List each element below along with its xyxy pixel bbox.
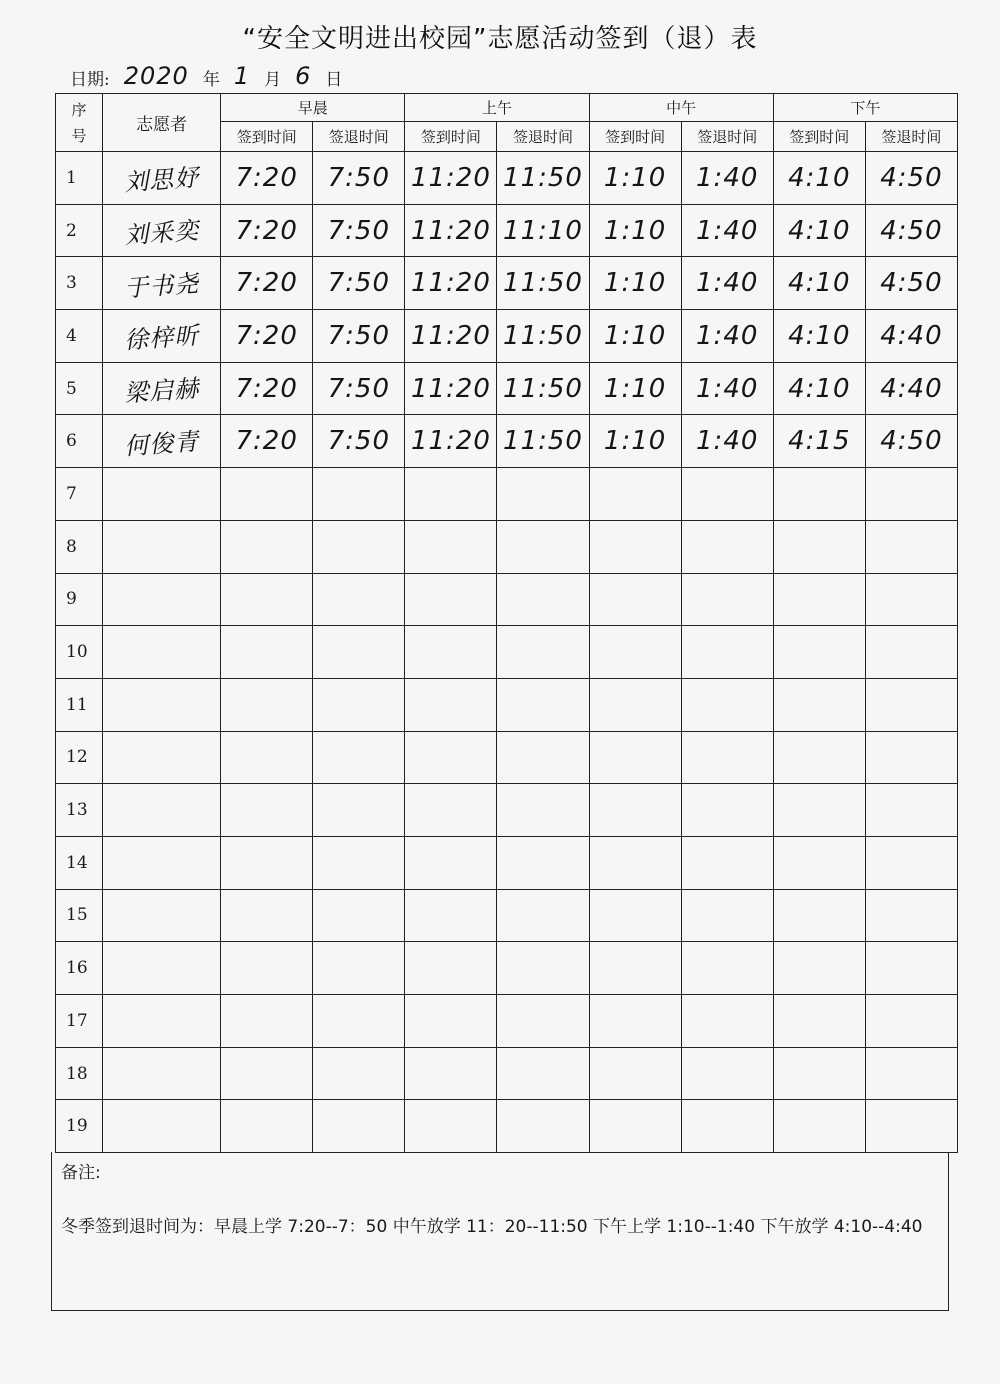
sign-out-time-cell <box>497 942 589 995</box>
table-row <box>56 362 958 415</box>
table-row <box>56 310 958 363</box>
volunteer-name-cell <box>103 152 221 205</box>
sign-out-time-cell <box>497 995 589 1048</box>
sign-in-time-cell <box>589 468 681 521</box>
sign-in-time-cell <box>221 310 313 363</box>
sign-in-time-cell <box>221 889 313 942</box>
sign-out-time-cell <box>313 731 405 784</box>
volunteer-name-cell <box>103 889 221 942</box>
volunteer-name-cell <box>103 468 221 521</box>
row-index: 9 <box>56 573 103 626</box>
date-year-unit: 年 <box>202 70 220 90</box>
sign-in-time-cell <box>589 1047 681 1100</box>
volunteer-name-cell <box>103 1047 221 1100</box>
sign-out-time: 4:40 <box>880 320 943 351</box>
sign-out-time: 7:50 <box>327 320 390 351</box>
sign-in-time-cell <box>405 836 497 889</box>
sign-in-time-cell <box>221 362 313 415</box>
sign-out-time-cell <box>681 152 773 205</box>
volunteer-name-cell <box>103 784 221 837</box>
date-year: 2020 <box>123 62 189 90</box>
sign-out-time: 11:50 <box>503 268 583 299</box>
sign-out-time-cell <box>865 204 957 257</box>
row-index: 12 <box>56 731 103 784</box>
sign-in-time-cell <box>221 573 313 626</box>
table-row <box>56 731 958 784</box>
sign-in-time-cell <box>405 889 497 942</box>
sign-in-time-cell <box>221 415 313 468</box>
sign-out-time-cell <box>681 1100 773 1153</box>
sign-in-time-cell <box>405 468 497 521</box>
sign-out-time: 4:50 <box>880 162 943 193</box>
sign-in-time-cell <box>405 310 497 363</box>
sign-in-time: 1:10 <box>603 268 667 299</box>
sign-in-time-cell <box>773 362 865 415</box>
sign-out-time-cell <box>865 257 957 310</box>
sign-out-time-cell <box>497 784 589 837</box>
sign-out-time-cell <box>497 731 589 784</box>
sign-in-time: 4:10 <box>788 268 851 299</box>
sign-in-time-cell <box>589 836 681 889</box>
sign-in-time-cell <box>773 310 865 363</box>
sign-out-time-cell <box>681 573 773 626</box>
sign-out-time-cell <box>681 1047 773 1100</box>
sign-in-time: 11:20 <box>410 373 491 404</box>
sign-in-time-cell <box>221 152 313 205</box>
sign-out-time-cell <box>313 836 405 889</box>
volunteer-name-cell <box>103 310 221 363</box>
sign-in-time: 11:20 <box>410 320 491 351</box>
sign-out-time: 7:50 <box>327 373 390 404</box>
sign-in-time-cell <box>221 1100 313 1153</box>
table-row <box>56 1047 958 1100</box>
date-month: 1 <box>233 62 251 90</box>
sign-out-time: 7:50 <box>327 215 390 246</box>
row-index: 4 <box>56 310 103 363</box>
sign-out-time: 1:40 <box>696 320 759 351</box>
sign-out-time-cell <box>865 310 957 363</box>
notes-text: 冬季签到退时间为：早晨上学 7:20--7：50 中午放学 11：20--11:50 下午上学 1:10--1:40 下午放学 4:10--4:40 <box>61 1217 923 1237</box>
sign-in-time-cell <box>221 1047 313 1100</box>
sign-in-time-cell <box>773 731 865 784</box>
sign-in-time-cell <box>589 942 681 995</box>
sign-in-time-cell <box>405 784 497 837</box>
sign-out-time-cell <box>681 415 773 468</box>
volunteer-name-cell <box>103 836 221 889</box>
sign-out-time-cell <box>681 731 773 784</box>
sign-out-time: 1:40 <box>696 215 759 246</box>
volunteer-name-cell <box>103 731 221 784</box>
sign-in-time-cell <box>773 678 865 731</box>
volunteer-name-cell <box>103 678 221 731</box>
sign-in-header: 签到时间 <box>405 122 497 152</box>
date-day-unit: 日 <box>325 70 343 90</box>
sign-in-time-cell <box>773 626 865 679</box>
table-row <box>56 573 958 626</box>
table-row <box>56 415 958 468</box>
sign-out-time-cell <box>865 415 957 468</box>
sign-in-time-cell <box>589 889 681 942</box>
row-index: 18 <box>56 1047 103 1100</box>
sign-out-time-cell <box>497 310 589 363</box>
sign-out-header: 签退时间 <box>681 122 773 152</box>
sign-in-time: 1:10 <box>603 215 667 246</box>
sign-in-time-cell <box>405 678 497 731</box>
sign-out-time-cell <box>313 415 405 468</box>
sign-in-time-cell <box>589 678 681 731</box>
sign-in-time-cell <box>221 731 313 784</box>
sign-out-time-cell <box>865 1047 957 1100</box>
sign-in-time: 4:10 <box>788 215 851 246</box>
sign-in-time-cell <box>405 415 497 468</box>
sign-out-time-cell <box>865 1100 957 1153</box>
notes-box <box>51 1152 949 1311</box>
sign-in-time: 4:10 <box>788 373 851 404</box>
table-row <box>56 836 958 889</box>
sign-in-time-cell <box>221 784 313 837</box>
sign-out-time-cell <box>681 889 773 942</box>
sign-out-header: 签退时间 <box>497 122 589 152</box>
sign-in-time: 1:10 <box>603 373 667 404</box>
sign-in-time-cell <box>221 468 313 521</box>
volunteer-name-cell <box>103 257 221 310</box>
sign-out-time-cell <box>313 362 405 415</box>
sign-out-time-cell <box>313 152 405 205</box>
sign-in-time-cell <box>773 942 865 995</box>
sign-in-time-cell <box>405 1100 497 1153</box>
sign-out-time: 7:50 <box>327 426 390 457</box>
sign-in-header: 签到时间 <box>773 122 865 152</box>
table-row <box>56 626 958 679</box>
table-row <box>56 1100 958 1153</box>
sign-out-time: 1:40 <box>696 373 759 404</box>
sign-out-time: 4:50 <box>880 268 943 299</box>
sign-in-time-cell <box>405 626 497 679</box>
sign-in-time-cell <box>589 415 681 468</box>
sign-in-time-cell <box>589 310 681 363</box>
sign-out-time-cell <box>313 1047 405 1100</box>
sign-in-time: 7:20 <box>235 162 298 193</box>
sign-out-time: 11:50 <box>503 320 583 351</box>
sign-in-time-cell <box>405 204 497 257</box>
sign-in-time-cell <box>589 995 681 1048</box>
sign-out-time: 1:40 <box>696 268 759 299</box>
sign-in-time: 4:15 <box>788 426 851 457</box>
row-index: 3 <box>56 257 103 310</box>
sign-in-time: 4:10 <box>788 320 851 351</box>
sign-out-time: 1:40 <box>696 162 759 193</box>
sign-out-time-cell <box>681 520 773 573</box>
sign-in-time-cell <box>773 1100 865 1153</box>
table-row <box>56 257 958 310</box>
sign-in-time-cell <box>773 152 865 205</box>
sign-in-time: 11:20 <box>410 268 491 299</box>
sign-in-time-cell <box>405 362 497 415</box>
sign-out-time-cell <box>313 257 405 310</box>
volunteer-name-cell <box>103 1100 221 1153</box>
sign-out-time-cell <box>865 152 957 205</box>
sign-out-time-cell <box>681 310 773 363</box>
row-index: 14 <box>56 836 103 889</box>
volunteer-name-cell <box>103 573 221 626</box>
sign-in-time-cell <box>589 573 681 626</box>
volunteer-name: 刘思妤 <box>123 163 201 197</box>
index-header: 序号 <box>56 94 103 152</box>
sign-in-time-cell <box>589 257 681 310</box>
sign-in-time-cell <box>589 520 681 573</box>
row-index: 8 <box>56 520 103 573</box>
sign-out-time-cell <box>681 836 773 889</box>
table-row <box>56 784 958 837</box>
sign-in-time: 11:20 <box>410 215 491 246</box>
table-row <box>56 889 958 942</box>
sign-in-time-cell <box>589 731 681 784</box>
sign-in-time-cell <box>773 573 865 626</box>
sign-in-time: 7:20 <box>235 320 298 351</box>
sign-out-time-cell <box>497 204 589 257</box>
date-label: 日期: <box>70 70 110 90</box>
sign-out-time-cell <box>313 573 405 626</box>
table-row <box>56 468 958 521</box>
sign-out-time-cell <box>313 1100 405 1153</box>
row-index: 19 <box>56 1100 103 1153</box>
sign-out-time: 11:10 <box>503 215 583 246</box>
table-body <box>56 152 958 1153</box>
sign-out-time-cell <box>497 520 589 573</box>
sign-in-time-cell <box>773 468 865 521</box>
sign-in-time: 4:10 <box>788 162 851 193</box>
page-title: “安全文明进出校园”志愿活动签到（退）表 <box>242 24 758 54</box>
sign-out-time: 11:50 <box>503 373 583 404</box>
volunteer-name-cell <box>103 626 221 679</box>
sign-in-time-cell <box>589 1100 681 1153</box>
row-index: 16 <box>56 942 103 995</box>
sign-out-time-cell <box>865 468 957 521</box>
sign-out-time-cell <box>497 257 589 310</box>
sign-out-time-cell <box>497 1047 589 1100</box>
sign-out-time-cell <box>865 573 957 626</box>
period-header-afternoon: 下午 <box>773 94 957 122</box>
volunteer-header: 志愿者 <box>103 94 221 152</box>
sign-in-time-cell <box>405 257 497 310</box>
sign-out-time-cell <box>681 995 773 1048</box>
sign-out-time: 4:40 <box>880 373 943 404</box>
sign-in-time-cell <box>773 257 865 310</box>
sign-out-time-cell <box>497 626 589 679</box>
volunteer-name: 徐梓昕 <box>123 321 201 355</box>
sign-out-time-cell <box>497 152 589 205</box>
sign-in-time: 7:20 <box>235 215 298 246</box>
sign-out-time-cell <box>313 626 405 679</box>
sign-in-time: 1:10 <box>603 426 667 457</box>
sign-in-time-cell <box>221 836 313 889</box>
sign-in-time-cell <box>405 942 497 995</box>
sign-out-time-cell <box>497 889 589 942</box>
sign-in-time-cell <box>773 784 865 837</box>
sign-out-time-cell <box>865 784 957 837</box>
sign-in-time-cell <box>773 836 865 889</box>
sign-out-time-cell <box>681 678 773 731</box>
sign-in-time-cell <box>405 152 497 205</box>
row-index: 10 <box>56 626 103 679</box>
row-index: 5 <box>56 362 103 415</box>
date-day: 6 <box>295 62 312 90</box>
table-row <box>56 204 958 257</box>
sign-in-time: 11:20 <box>410 426 491 457</box>
row-index: 7 <box>56 468 103 521</box>
sign-in-time-cell <box>221 995 313 1048</box>
volunteer-name-cell <box>103 204 221 257</box>
sign-out-time-cell <box>865 731 957 784</box>
sign-out-time-cell <box>497 415 589 468</box>
sign-out-time-cell <box>313 889 405 942</box>
table-row <box>56 942 958 995</box>
sign-in-header: 签到时间 <box>589 122 681 152</box>
sign-in-time: 7:20 <box>235 373 298 404</box>
volunteer-name: 刘釆奕 <box>123 216 201 250</box>
sign-out-time-cell <box>865 626 957 679</box>
sign-in-time: 11:20 <box>410 162 491 193</box>
sign-out-time-cell <box>865 520 957 573</box>
sign-in-time: 7:20 <box>235 268 298 299</box>
sign-out-time-cell <box>681 257 773 310</box>
row-index: 1 <box>56 152 103 205</box>
row-index: 17 <box>56 995 103 1048</box>
sign-in-time-cell <box>589 784 681 837</box>
date-line <box>70 62 342 90</box>
sign-in-time-cell <box>773 415 865 468</box>
sign-in-time-cell <box>405 731 497 784</box>
sign-out-time-cell <box>865 995 957 1048</box>
row-index: 2 <box>56 204 103 257</box>
sign-in-header: 签到时间 <box>221 122 313 152</box>
sign-in-time-cell <box>405 573 497 626</box>
sign-in-time-cell <box>221 626 313 679</box>
sign-out-time-cell <box>497 836 589 889</box>
sign-in-time: 7:20 <box>235 426 298 457</box>
sign-out-time-cell <box>313 678 405 731</box>
sign-in-time-cell <box>773 889 865 942</box>
sign-out-time: 7:50 <box>327 268 390 299</box>
sign-in-time-cell <box>221 520 313 573</box>
volunteer-name-cell <box>103 942 221 995</box>
volunteer-name-cell <box>103 415 221 468</box>
period-header-forenoon: 上午 <box>405 94 589 122</box>
sign-out-time-cell <box>865 942 957 995</box>
sign-out-time-cell <box>865 362 957 415</box>
sign-out-time-cell <box>681 942 773 995</box>
sign-in-time: 1:10 <box>603 162 667 193</box>
sign-in-time-cell <box>589 152 681 205</box>
sign-out-time-cell <box>313 468 405 521</box>
sign-out-time-cell <box>681 626 773 679</box>
period-header-morning: 早晨 <box>221 94 405 122</box>
table-row <box>56 152 958 205</box>
notes-label: 备注: <box>61 1163 101 1183</box>
sign-out-time-cell <box>497 678 589 731</box>
sign-in-time-cell <box>221 678 313 731</box>
sign-out-time-cell <box>681 784 773 837</box>
sign-in-time-cell <box>221 257 313 310</box>
sign-out-time-cell <box>497 1100 589 1153</box>
row-index: 11 <box>56 678 103 731</box>
sign-out-time-cell <box>865 678 957 731</box>
sign-out-time: 1:40 <box>696 426 759 457</box>
sign-out-header: 签退时间 <box>313 122 405 152</box>
sign-in-time-cell <box>773 204 865 257</box>
sign-out-time-cell <box>313 204 405 257</box>
date-month-unit: 月 <box>264 70 282 90</box>
sign-out-time: 11:50 <box>503 426 583 457</box>
sign-in-time-cell <box>773 1047 865 1100</box>
volunteer-name-cell <box>103 995 221 1048</box>
table-header <box>56 94 958 152</box>
sign-out-time-cell <box>313 310 405 363</box>
volunteer-name: 于书尧 <box>123 269 201 303</box>
row-index: 6 <box>56 415 103 468</box>
period-header-noon: 中午 <box>589 94 773 122</box>
row-index: 15 <box>56 889 103 942</box>
sign-out-time-cell <box>681 204 773 257</box>
sign-out-time: 4:50 <box>880 426 943 457</box>
sign-in-time-cell <box>589 362 681 415</box>
sign-out-time-cell <box>313 942 405 995</box>
volunteer-name: 何俊青 <box>123 427 201 461</box>
sign-out-time-cell <box>681 468 773 521</box>
sign-out-time-cell <box>497 573 589 626</box>
sign-in-time-cell <box>405 1047 497 1100</box>
sign-in-time-cell <box>589 204 681 257</box>
volunteer-name: 梁启赫 <box>123 374 201 408</box>
sign-out-time: 4:50 <box>880 215 943 246</box>
sign-out-time-cell <box>313 995 405 1048</box>
sign-in-time-cell <box>221 942 313 995</box>
sign-out-header: 签退时间 <box>865 122 957 152</box>
sign-out-time-cell <box>313 520 405 573</box>
sign-out-time-cell <box>497 468 589 521</box>
volunteer-name-cell <box>103 520 221 573</box>
sign-out-time-cell <box>865 889 957 942</box>
sign-in-time-cell <box>773 520 865 573</box>
sign-out-time-cell <box>313 784 405 837</box>
row-index: 13 <box>56 784 103 837</box>
sign-in-time-cell <box>589 626 681 679</box>
sign-out-time-cell <box>865 836 957 889</box>
sign-out-time: 7:50 <box>327 162 390 193</box>
sign-in-table <box>55 93 958 1153</box>
sign-in-time-cell <box>405 520 497 573</box>
sign-in-time: 1:10 <box>603 320 667 351</box>
sign-out-time: 11:50 <box>503 162 583 193</box>
sign-in-time-cell <box>221 204 313 257</box>
sign-out-time-cell <box>497 362 589 415</box>
table-row <box>56 520 958 573</box>
table-row <box>56 678 958 731</box>
table-row <box>56 995 958 1048</box>
volunteer-name-cell <box>103 362 221 415</box>
sign-in-time-cell <box>773 995 865 1048</box>
sign-out-time-cell <box>681 362 773 415</box>
sign-in-time-cell <box>405 995 497 1048</box>
